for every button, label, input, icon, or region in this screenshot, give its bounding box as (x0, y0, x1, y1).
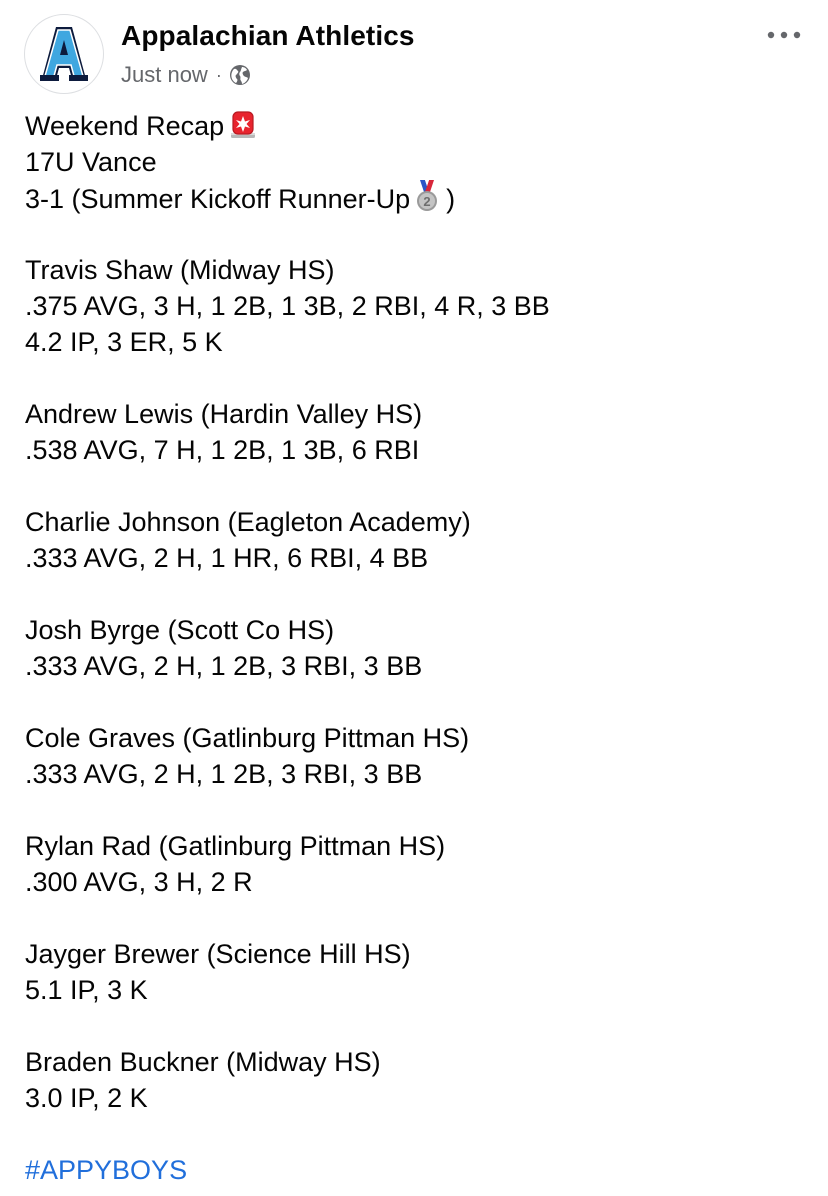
player-stat-line: .333 AVG, 2 H, 1 HR, 6 RBI, 4 BB (25, 543, 429, 573)
team-line: 17U Vance (25, 147, 157, 177)
player-block (25, 504, 815, 576)
player-block (25, 1044, 815, 1116)
post-header (0, 0, 828, 110)
player-block (25, 252, 815, 360)
siren-emoji-icon (228, 109, 258, 148)
player-name: Jayger Brewer (Science Hill HS) (25, 939, 411, 969)
spacer (25, 1008, 815, 1044)
meta-separator: · (215, 64, 222, 85)
player-name: Braden Buckner (Midway HS) (25, 1047, 381, 1077)
recap-title: Weekend Recap (25, 111, 225, 141)
player-name: Andrew Lewis (Hardin Valley HS) (25, 399, 423, 429)
spacer (25, 684, 815, 720)
player-block (25, 936, 815, 1008)
player-stats-list (25, 216, 815, 1116)
globe-icon[interactable] (228, 63, 252, 87)
spacer (25, 900, 815, 936)
record-line (25, 180, 815, 216)
player-stat-line: 4.2 IP, 3 ER, 5 K (25, 327, 223, 357)
player-name: Rylan Rad (Gatlinburg Pittman HS) (25, 831, 446, 861)
player-block (25, 720, 815, 792)
player-name: Charlie Johnson (Eagleton Academy) (25, 507, 471, 537)
spacer (25, 792, 815, 828)
player-name: Travis Shaw (Midway HS) (25, 255, 335, 285)
post-body (25, 108, 815, 1188)
player-block (25, 828, 815, 900)
player-stat-line: .538 AVG, 7 H, 1 2B, 1 3B, 6 RBI (25, 435, 420, 465)
hashtag-link[interactable]: #APPYBOYS (25, 1155, 188, 1185)
spacer (25, 468, 815, 504)
spacer (25, 216, 815, 252)
hashtag-line (25, 1152, 815, 1188)
player-stat-line: .300 AVG, 3 H, 2 R (25, 867, 253, 897)
player-name: Josh Byrge (Scott Co HS) (25, 615, 335, 645)
more-options-icon (767, 31, 801, 39)
more-options-button[interactable] (764, 20, 804, 50)
player-block (25, 612, 815, 684)
post-timestamp[interactable]: Just now (121, 62, 208, 87)
spacer (25, 1116, 815, 1152)
player-block (25, 396, 815, 468)
spacer (25, 576, 815, 612)
second-place-medal-emoji-icon (414, 180, 440, 221)
player-name: Cole Graves (Gatlinburg Pittman HS) (25, 723, 470, 753)
player-stat-line: .333 AVG, 2 H, 1 2B, 3 RBI, 3 BB (25, 759, 423, 789)
page-name-link[interactable]: Appalachian Athletics (121, 20, 415, 51)
spacer (25, 360, 815, 396)
post-meta (121, 61, 252, 89)
record-text: 3-1 (Summer Kickoff Runner-Up (25, 184, 411, 214)
record-close: ) (446, 184, 456, 214)
player-stat-line: 5.1 IP, 3 K (25, 975, 148, 1005)
appalachian-a-logo-icon (25, 15, 103, 93)
recap-title-line (25, 108, 815, 144)
page-avatar[interactable] (24, 14, 104, 94)
player-stat-line: .333 AVG, 2 H, 1 2B, 3 RBI, 3 BB (25, 651, 423, 681)
player-stat-line: 3.0 IP, 2 K (25, 1083, 148, 1113)
player-stat-line: .375 AVG, 3 H, 1 2B, 1 3B, 2 RBI, 4 R, 3 BB (25, 291, 550, 321)
svg-text:2: 2 (423, 194, 431, 209)
